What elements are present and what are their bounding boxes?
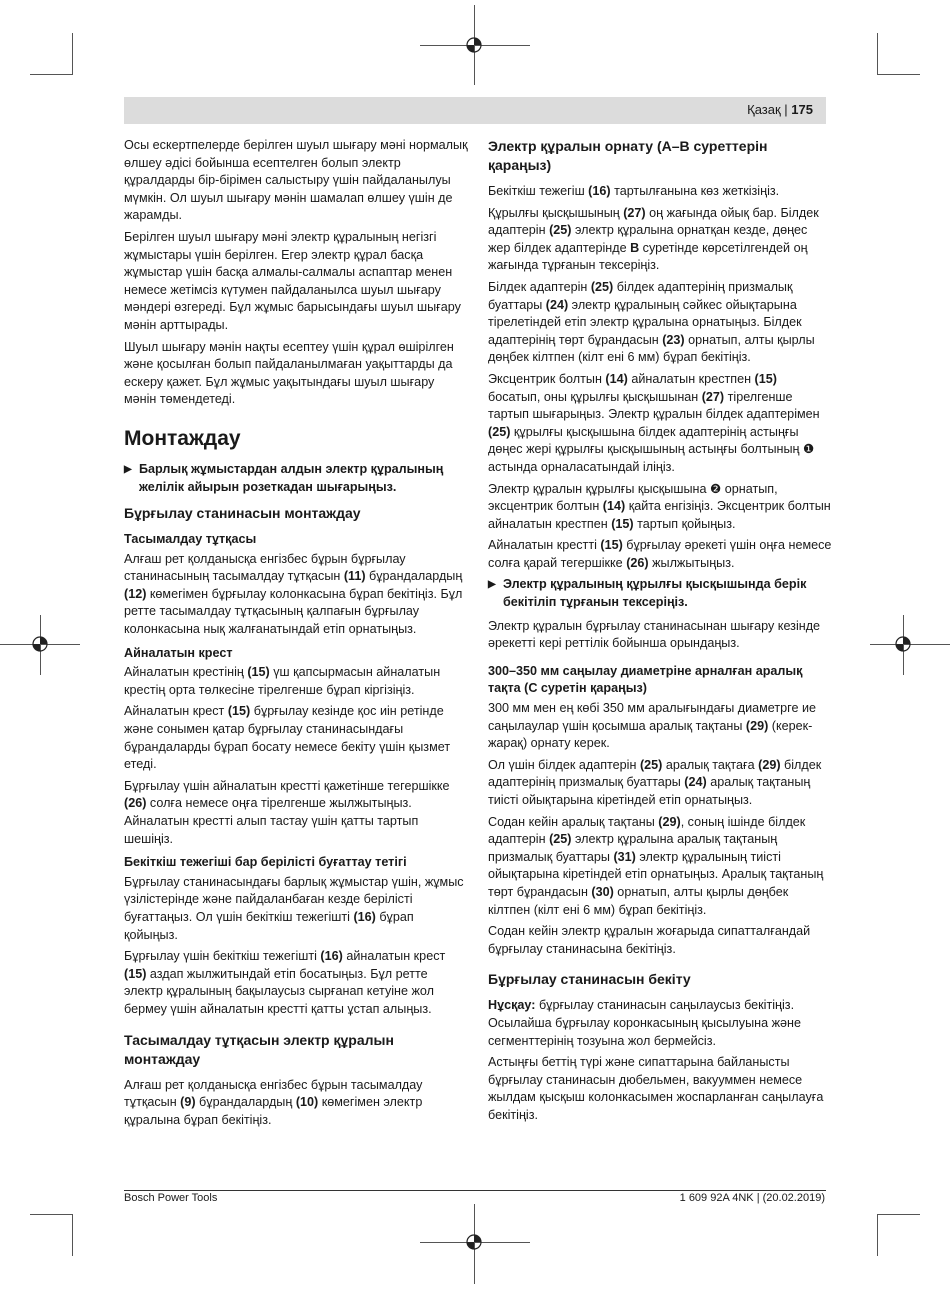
registration-mark-icon — [466, 1234, 482, 1250]
header-bar — [124, 97, 826, 124]
right-column — [488, 137, 832, 1129]
cross-paragraph-1: Айналатын крестінің (15) үш қапсырмасын айналатын крестің орта төлкесіне тірелгенше бұрап кіргізіңіз. — [124, 665, 441, 697]
footer-divider — [124, 1190, 826, 1191]
carry-paragraph: Алғаш рет қолданысқа енгізбес бұрын тасымалдау тұтқасын (9) бұрандалардың (10) көмегімен электр құралына бұрап бекітіңіз. — [124, 1077, 423, 1127]
triangle-bullet-icon: ▶ — [124, 463, 132, 475]
install-paragraph-5: Электр құралын құрылғы қысқышына ❷ орнатып, эксцентрик болтын (14) қайта енгізіңіз. Эксцентрик болтын айналатын крестпен (15) тартып қойыңыз. — [488, 481, 831, 531]
subheading-rotating-cross: Айналатын крест — [124, 645, 233, 660]
crop-mark — [878, 1214, 920, 1215]
subheading-stand-montage: Бұрғылау станинасын монтаждау — [124, 505, 361, 522]
install-paragraph-6: Айналатын крестті (15) бұрғылау әрекеті үшін оңға немесе солға қарай тегершікке (26) жылжытыңыз. — [488, 538, 832, 570]
crop-mark — [72, 33, 73, 75]
warning-item — [488, 576, 832, 611]
cross-paragraph-2: Айналатын крест (15) бұрғылау кезінде қос иін ретінде және сонымен қатар бұрғылау станинасындағы бұрандаларды бұрап босату немесе бекіту үшін қызмет етеді. — [124, 704, 451, 772]
spacer-paragraph-2: Ол үшін білдек адаптерін (25) аралық тақтаға (29) білдек адаптерінің призмалық буаттары (24) аралық тақтаның тиісті ойықтарына кіретіндей етіп орнатыңыз. — [488, 757, 822, 807]
feed-lock-paragraph-1: Бұрғылау станинасындағы барлық жұмыстар үшін, жұмыс үзілістерінде және пайдаланбаған кезде берілісті буғаттаңыз. Ол үшін бекіткіш тежегішті (16) бұрап қойыңыз. — [124, 874, 464, 942]
warning-item — [124, 461, 468, 496]
header-separator: | — [784, 102, 792, 117]
noise-paragraph-2: Берілген шуыл шығару мәні электр құралының негізгі жұмыстары үшін берілген. Егер электр құрал басқа жұмыстар үшін басқа алмалы-салмалы аспаптар менен немесе жетімсіз күтумен пайдаланылса шуыл шығару мәндері өзгереді. Бұл жұмыс барысындағы шуыл шығару мәнін арттырады. — [124, 229, 461, 332]
crop-mark — [72, 1214, 73, 1256]
step-2-icon: ❷ — [709, 481, 722, 496]
warning-text: Барлық жұмыстардан алдын электр құралының желілік айырын розеткадан шығарыңыз. — [139, 461, 444, 494]
fix-paragraph-1: Нұсқау: бұрғылау станинасын саңылаусыз бекітіңіз. Осылайша бұрғылау коронкасының қысылуына және сегменттерінің тозуына жол бермейсіз. — [488, 998, 801, 1048]
registration-mark-icon — [32, 636, 48, 652]
subheading-spacer-plate: 300–350 мм саңылау диаметріне арналған аралық тақта (С суретін қараңыз) — [488, 663, 803, 696]
step-1-icon: ❶ — [803, 442, 815, 457]
subheading-fix-stand: Бұрғылау станинасын бекіту — [488, 971, 691, 988]
registration-mark-icon — [895, 636, 911, 652]
feed-lock-paragraph-2: Бұрғылау үшін бекіткіш тежегішті (16) айналатын крест (15) аздап жылжитындай етіп босатыңыз. Бұл ретте электр құралының бақылаусыз сырғанап кетуіне жол бермеу үшін айналатын крестті қатты ұстап алыңыз. — [124, 949, 446, 1016]
install-paragraph-2: Құрылғы қысқышының (27) оң жағында ойық бар. Білдек адаптерін (25) электр құралына орнатқан кезде, дөңес жер білдек адаптерінде B суретінде көрсетілгендей оң жағында тұрғанын тексеріңіз. — [488, 205, 819, 273]
crop-mark — [878, 74, 920, 75]
fix-paragraph-2: Астыңғы беттің түрі және сипаттарына байланысты бұрғылау станинасын дюбельмен, вакууммен немесе жылдам қысқыш колонкасымен жоспарланған саңылауға бекітіңіз. — [488, 1055, 824, 1122]
crop-mark — [877, 1214, 878, 1256]
spacer-paragraph-1: 300 мм мен ең көбі 350 мм аралығындағы диаметрге ие саңылаулар үшін қосымша аралық тақтаны (29) (керек-жарақ) орнату керек. — [488, 701, 817, 751]
section-heading-montage: Монтаждау — [124, 426, 241, 450]
crop-mark — [30, 1214, 72, 1215]
subheading-install-tool: Электр құралын орнату (А–В суреттерін қараңыз) — [488, 138, 768, 173]
left-column — [124, 137, 468, 1133]
note-label: Нұсқау: — [488, 998, 536, 1013]
install-paragraph-1: Бекіткіш тежегіш (16) тартылғанына көз жеткізіңіз. — [488, 184, 780, 198]
header-language: Қазақ — [747, 102, 781, 117]
noise-paragraph-3: Шуыл шығару мәнін нақты есептеу үшін құрал өшірілген және қосылған болып пайдаланылмаған уақыттарды да ескеру қажет. Бұл жұмыс уақытындағы шуыл шығару мәнін төмендетеді. — [124, 339, 454, 407]
subheading-carry-handle-tool: Тасымалдау тұтқасын электр құралын монтаждау — [124, 1031, 394, 1067]
handle-paragraph: Алғаш рет қолданысқа енгізбес бұрын бұрғылау станинасының тасымалдау тұтқасын (11) бұрандалардың (12) көмегімен бұрғылау колонкасына бұрап бекітіңіз. Бұл ретте тасымалдау тұтқасының қалпағын бұрғылау колонкасына нық жалғанатындай етіп орнатыңыз. — [124, 551, 463, 637]
subheading-carry-handle: Тасымалдау тұтқасы — [124, 532, 257, 547]
noise-paragraph-1: Осы ескертпелерде берілген шуыл шығару мәні нормалық өлшеу әдісі бойынша есептелген болып электр құралдарды бір-бірімен салыстыру үшін пайдаланылуы мүмкін. Ол шуыл шығару мәнін шамалап өлшеу үшін де жарамды. — [124, 138, 468, 223]
crop-mark — [877, 33, 878, 75]
crop-mark — [30, 74, 72, 75]
cross-paragraph-3: Бұрғылау үшін айналатын крестті қажетінше тегершікке (26) солға немесе оңға тірелгенше жылжытыңыз. Айналатын крестті алып тастау үшін қатты тартып шешіңіз. — [124, 778, 450, 846]
page-number: 175 — [791, 102, 813, 117]
footer-doc-number: 1 609 92A 4NK | (20.02.2019) — [679, 1192, 825, 1204]
footer-brand: Bosch Power Tools — [124, 1192, 218, 1204]
install-paragraph-7: Электр құралын бұрғылау станинасынан шығару кезінде әрекетті кері реттілік бойынша орындаңыз. — [488, 618, 821, 651]
page-header — [747, 102, 813, 117]
warning-text: Электр құралының құрылғы қысқышында берік бекітіліп тұрғанын тексеріңіз. — [503, 577, 807, 610]
spacer-paragraph-4: Содан кейін электр құралын жоғарыда сипатталғандай бұрғылау станинасына бекітіңіз. — [488, 924, 811, 956]
install-paragraph-3: Білдек адаптерін (25) білдек адаптерінің призмалық буаттары (24) электр құралының сәйкес ойықтарына тірелетіндей етіп электр құралына орнатыңыз. Білдек адаптерінің төрт бұрандасын (23) орнатып, алты қырлы дөңбек кілтпен (кілт ені 6 мм) бұрап бекітіңіз. — [488, 279, 815, 365]
subheading-feed-lock: Бекіткіш тежегіші бар берілісті буғаттау тетігі — [124, 855, 407, 870]
registration-mark-icon — [466, 37, 482, 53]
spacer-paragraph-3: Содан кейін аралық тақтаны (29), соның ішінде білдек адаптерін (25) электр құралына аралық тақтаның призмалық буаттары (31) электр құралының тиісті ойықтарына кіретіндей етіп орнатыңыз. Аралық тақтаның төрт бұрандасын (30) орнатып, алты қырлы дөңбек кілтпен (кілт ені 6 мм) бұрап бекітіңіз. — [488, 814, 824, 917]
install-paragraph-4: Эксцентрик болтын (14) айналатын крестпен (15) босатып, оны құрылғы қысқышынан (27) тірелгенше тартып шығарыңыз. Электр құралын білдек адаптерімен (25) құрылғы қысқышына білдек адаптерінің астыңғы дөңес жері құрылғы қысқышының астыңғы болтының ❶ астында орналасатындай іліңіз. — [488, 371, 820, 474]
triangle-bullet-icon: ▶ — [488, 579, 496, 591]
